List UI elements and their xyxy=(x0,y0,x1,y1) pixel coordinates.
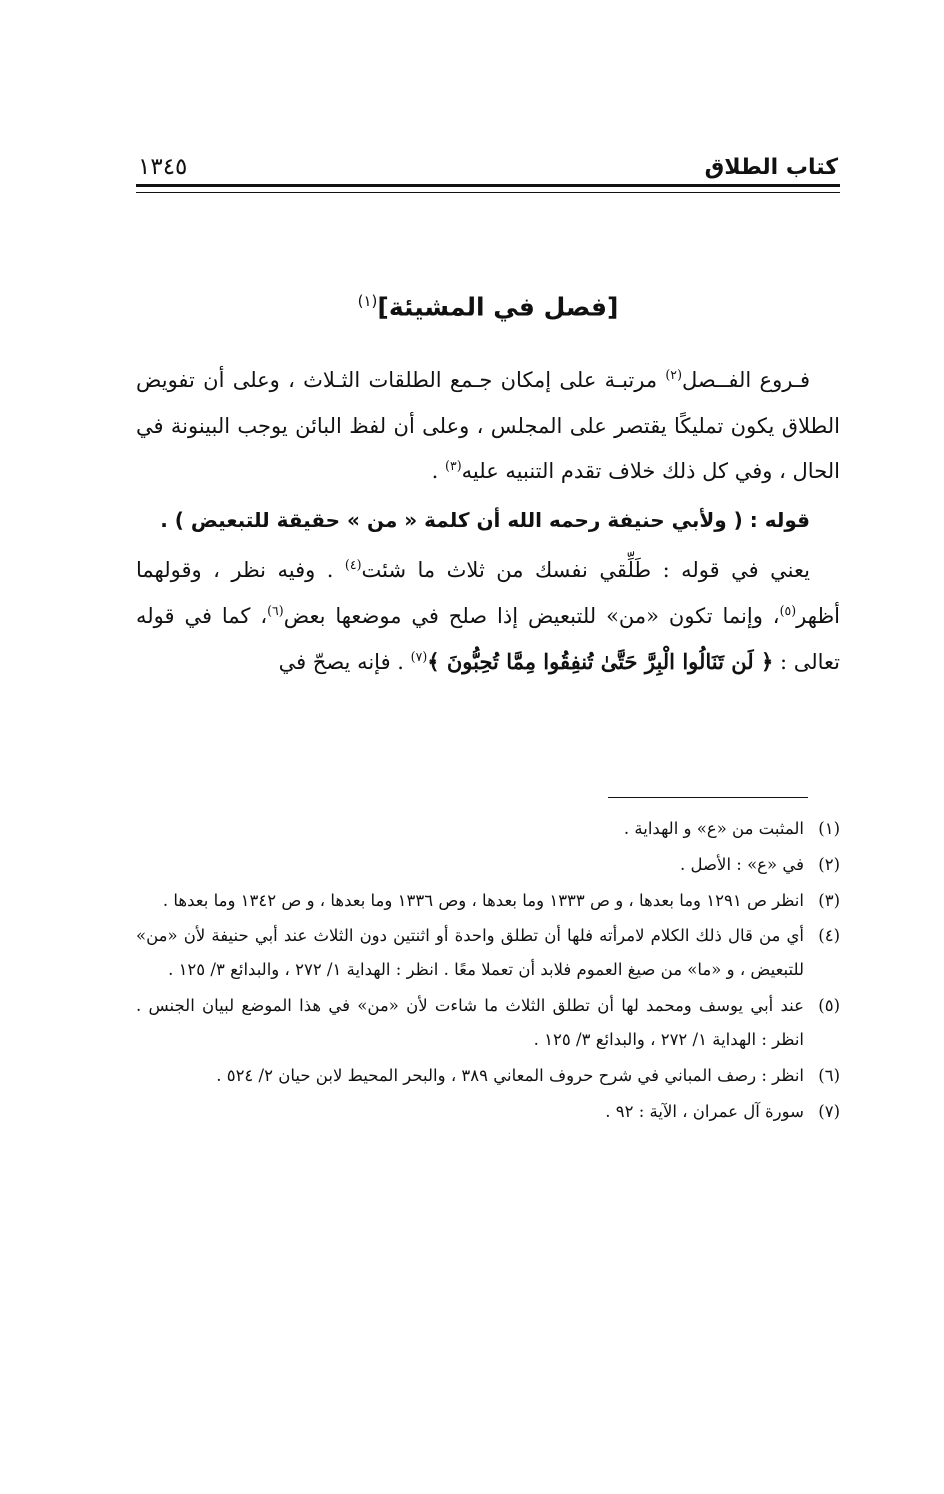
book-title: كتاب الطلاق xyxy=(704,155,838,180)
footnote-text: أي من قال ذلك الكلام لامرأته فلها أن تطلق واحدة أو اثنتين دون الثلاث عند أبي حنيفة لأن «من» للتبعيض ، و «ما» من صيغ العموم فلابد أن تعملا معًا . انظر : الهداية ١/ ٢٧٢ ، والبدائع ٣/ ١٢٥ . xyxy=(136,926,804,980)
footnote-ref: (٥) xyxy=(779,602,797,618)
footnote-number: (١) xyxy=(818,819,840,838)
footnote-text: عند أبي يوسف ومحمد لها أن تطلق الثلاث ما شاءت لأن «من» في هذا الموضع لبيان الجنس . انظر : الهداية ١/ ٢٧٢ ، والبدائع ٣/ ١٢٥ . xyxy=(136,996,804,1049)
footnote-text: سورة آل عمران ، الآية : ٩٢ . xyxy=(605,1101,804,1121)
footnote-separator xyxy=(608,797,808,798)
paragraph: فـروع الفــصل$^{(٢)}$ مرتبـة على إمكان جـمع الطلقات الثـلاث ، وعلى أن تفويض الطلاق يكون تمليكًا يقتصر على المجلس ، وعلى أن لفظ البائن يوجب البينونة في الحال ، وفي كل ذلك خلاف تقدم التنبيه عليه$^{(٣)}$ . xyxy=(136,367,840,484)
footnote xyxy=(136,989,840,1057)
footnote xyxy=(136,812,840,846)
footnote-text: في «ع» : الأصل . xyxy=(680,854,804,874)
footnote-ref: (٤) xyxy=(344,557,362,573)
footnotes xyxy=(136,812,840,1130)
footnote-number: (٦) xyxy=(818,1065,840,1085)
section-heading xyxy=(136,292,840,321)
footnote-ref: (٦) xyxy=(267,602,284,618)
header-rule-thin xyxy=(136,192,840,193)
quran-verse: ﴿ لَن تَنَالُوا الْبِرَّ حَتَّىٰ تُنفِقُوا مِمَّا تُحِبُّونَ ﴾ xyxy=(427,649,774,675)
footnote xyxy=(136,919,840,987)
quoted-statement: قوله : ( ولأبي حنيفة رحمه الله أن كلمة « من » حقيقة للتبعيض ) . xyxy=(160,507,810,532)
footnote-number: (٢) xyxy=(818,854,840,874)
footnote-number: (٥) xyxy=(818,996,840,1016)
footnote-ref: (٣) xyxy=(445,458,462,474)
running-header xyxy=(138,140,838,180)
paragraph: يعني في قوله : طَلِّقي نفسك من ثلاث ما شئت$^{(٤)}$ . وفيه نظر ، وقولهما أظهر$^{(٥)}$، وإنما تكون «من» للتبعيض إذا صلح في موضعها بعض$^{(٦)}$، كما في قوله تعالى : ﴿ لَن تَنَالُوا الْبِرَّ حَتَّىٰ تُنفِقُوا مِمَّا تُحِبُّونَ ﴾$^{(٧)}$ . فإنه يصحّ في xyxy=(136,557,840,675)
footnote xyxy=(136,1095,840,1129)
footnote xyxy=(136,884,840,918)
footnote-ref: (١) xyxy=(357,292,378,310)
header-rule-thick xyxy=(136,184,840,187)
footnote xyxy=(136,848,840,882)
footnote-number: (٣) xyxy=(818,890,840,910)
footnote-number: (٤) xyxy=(818,926,840,946)
footnote-text: انظر : رصف المباني في شرح حروف المعاني ٣٨٩ ، والبحر المحيط لابن حيان ٢/ ٥٢٤ . xyxy=(216,1065,804,1085)
main-text xyxy=(136,358,840,686)
footnote xyxy=(136,1059,840,1093)
footnote-text: انظر ص ١٢٩١ وما بعدها ، و ص ١٣٣٣ وما بعدها ، وص ١٣٣٦ وما بعدها ، و ص ١٣٤٢ وما بعدها . xyxy=(162,890,804,910)
footnote-text: المثبت من «ع» و الهداية . xyxy=(623,819,804,838)
footnote-ref: (٧) xyxy=(410,649,428,665)
footnote-ref: (٢) xyxy=(665,367,682,382)
page-number: ١٣٤٥ xyxy=(138,154,188,180)
section-heading-text: [فصل في المشيئة] xyxy=(377,292,619,322)
footnote-number: (٧) xyxy=(818,1101,840,1121)
